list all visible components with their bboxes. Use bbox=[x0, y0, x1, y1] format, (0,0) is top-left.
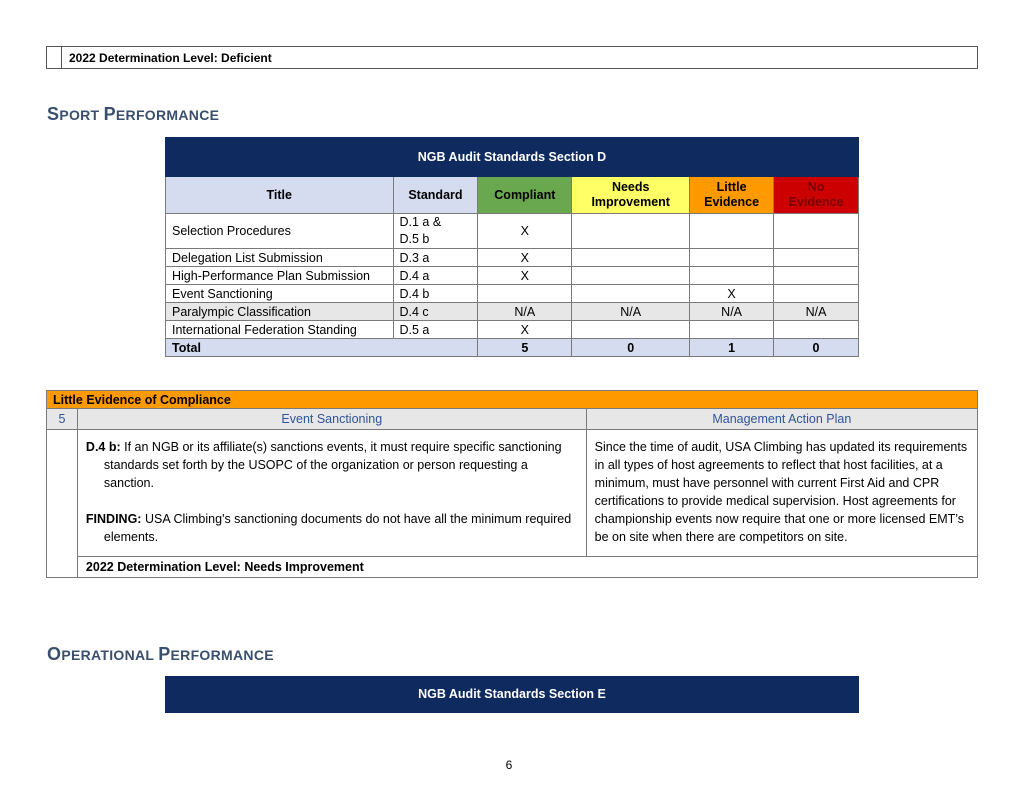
row-no bbox=[774, 285, 859, 303]
ngb-section-e-title: NGB Audit Standards Section E bbox=[165, 676, 859, 713]
row-little bbox=[690, 321, 774, 339]
total-label: Total bbox=[166, 339, 478, 357]
row-little bbox=[690, 214, 774, 249]
row-compliant: N/A bbox=[478, 303, 572, 321]
col-header-standard: Standard bbox=[393, 177, 478, 214]
strip-gutter-cell bbox=[47, 47, 62, 69]
row-no bbox=[774, 321, 859, 339]
finding-number: 5 bbox=[47, 409, 78, 430]
row-little: N/A bbox=[690, 303, 774, 321]
table-row bbox=[166, 285, 859, 303]
table-row bbox=[166, 321, 859, 339]
total-row bbox=[166, 339, 859, 357]
little-evidence-table bbox=[46, 390, 978, 578]
row-title: Event Sanctioning bbox=[166, 285, 394, 303]
table-row bbox=[166, 249, 859, 267]
row-standard: D.4 c bbox=[393, 303, 478, 321]
row-title: High-Performance Plan Submission bbox=[166, 267, 394, 285]
row-standard: D.4 a bbox=[393, 267, 478, 285]
page-number: 6 bbox=[505, 758, 513, 772]
row-title: Paralympic Classification bbox=[166, 303, 394, 321]
col-header-title: Title bbox=[166, 177, 394, 214]
prior-determination-strip bbox=[46, 46, 978, 69]
total-no: 0 bbox=[774, 339, 859, 357]
heading-cap: P bbox=[158, 644, 171, 664]
row-title: International Federation Standing bbox=[166, 321, 394, 339]
row-needs bbox=[572, 285, 690, 303]
finding-body bbox=[77, 430, 586, 557]
finding-gutter-cell bbox=[47, 430, 78, 578]
sport-performance-heading bbox=[47, 104, 219, 125]
table-row bbox=[166, 267, 859, 285]
total-compliant: 5 bbox=[478, 339, 572, 357]
row-needs bbox=[572, 214, 690, 249]
determination-level: 2022 Determination Level: Needs Improvement bbox=[77, 557, 977, 578]
heading-rest: ERFORMANCE bbox=[115, 107, 220, 123]
row-standard: D.4 b bbox=[393, 285, 478, 303]
map-header: Management Action Plan bbox=[586, 409, 977, 430]
total-needs: 0 bbox=[572, 339, 690, 357]
row-title: Delegation List Submission bbox=[166, 249, 394, 267]
standard-paragraph: D.4 b: If an NGB or its affiliate(s) sanctions events, it must require specific sanctioning standards set forth by the USOPC of the organization or person requesting a sanction. bbox=[85, 440, 562, 490]
row-compliant: X bbox=[478, 321, 572, 339]
row-no bbox=[774, 249, 859, 267]
heading-cap: S bbox=[47, 104, 60, 124]
map-body: Since the time of audit, USA Climbing has updated its requirements in all types of host agreements to reflect that host facilities, at a minimum, must have personnel with current First Aid and CPR certifications to provide medical supervision. Host agreements for championship events now require that one or more licensed EMT’s be on site when there are competitors on site. bbox=[586, 430, 977, 557]
finding-paragraph: FINDING: USA Climbing's sanctioning documents do not have all the minimum required elements. bbox=[85, 512, 572, 544]
table-title: NGB Audit Standards Section D bbox=[166, 138, 859, 177]
little-evidence-band: Little Evidence of Compliance bbox=[47, 391, 978, 409]
row-little bbox=[690, 267, 774, 285]
heading-cap: P bbox=[103, 104, 116, 124]
table-row bbox=[166, 303, 859, 321]
row-no: N/A bbox=[774, 303, 859, 321]
row-standard: D.1 a & D.5 b bbox=[393, 214, 478, 249]
col-header-no-evidence: No Evidence bbox=[774, 177, 859, 214]
ngb-section-d-table bbox=[165, 137, 859, 357]
prior-determination-text: 2022 Determination Level: Deficient bbox=[62, 47, 978, 69]
row-standard: D.5 a bbox=[393, 321, 478, 339]
row-standard: D.3 a bbox=[393, 249, 478, 267]
row-needs bbox=[572, 249, 690, 267]
row-no bbox=[774, 214, 859, 249]
heading-rest: PERATIONAL bbox=[61, 647, 159, 663]
row-compliant: X bbox=[478, 267, 572, 285]
row-compliant: X bbox=[478, 249, 572, 267]
heading-rest: PORT bbox=[59, 107, 104, 123]
col-header-compliant: Compliant bbox=[478, 177, 572, 214]
row-needs bbox=[572, 267, 690, 285]
table-row bbox=[166, 214, 859, 249]
heading-cap: O bbox=[47, 644, 62, 664]
heading-rest: ERFORMANCE bbox=[170, 647, 274, 663]
row-compliant bbox=[478, 285, 572, 303]
row-needs: N/A bbox=[572, 303, 690, 321]
row-little: X bbox=[690, 285, 774, 303]
finding-topic: Event Sanctioning bbox=[77, 409, 586, 430]
row-little bbox=[690, 249, 774, 267]
row-title: Selection Procedures bbox=[166, 214, 394, 249]
total-little: 1 bbox=[690, 339, 774, 357]
row-no bbox=[774, 267, 859, 285]
row-needs bbox=[572, 321, 690, 339]
row-compliant: X bbox=[478, 214, 572, 249]
operational-performance-heading bbox=[47, 644, 274, 665]
col-header-little-evidence: Little Evidence bbox=[690, 177, 774, 214]
col-header-needs-improvement: Needs Improvement bbox=[572, 177, 690, 214]
